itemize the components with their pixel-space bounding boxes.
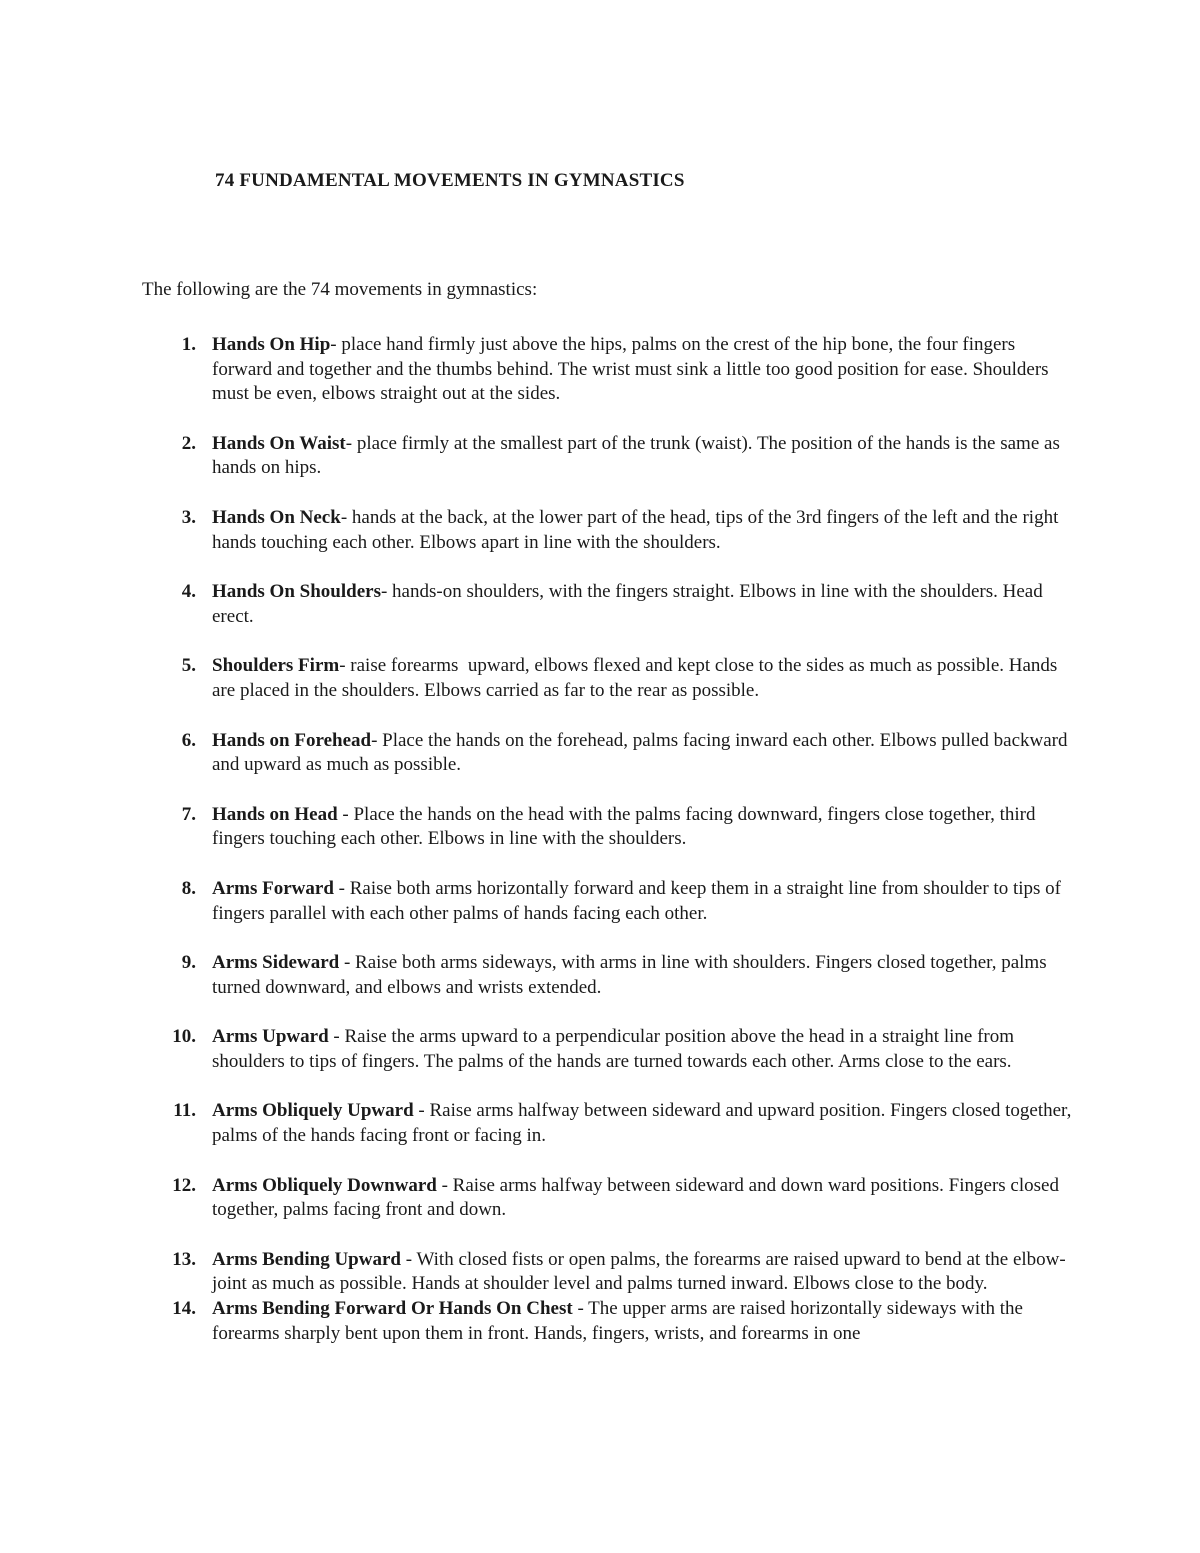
item-number: 6. bbox=[181, 729, 196, 751]
item-number: 11. bbox=[173, 1100, 196, 1122]
item-number: 5. bbox=[181, 655, 196, 677]
item-term: Arms Bending Upward bbox=[212, 1248, 401, 1270]
item-term: Arms Obliquely Downward bbox=[212, 1174, 437, 1196]
list-item bbox=[0, 951, 1072, 1000]
item-description: - Place the hands on the forehead, palms facing inward each other. Elbows pulled backward and upward as much as possible. bbox=[212, 729, 1068, 776]
item-description: - place hand firmly just above the hips, palms on the crest of the hip bone, the four fingers forward and together and the thumbs behind. The wrist must sink a little too good position for ease. Shoulders must be even, elbows straight out at the sides. bbox=[212, 334, 1049, 405]
item-term: Hands On Waist bbox=[212, 432, 346, 454]
item-description: - place firmly at the smallest part of the trunk (waist). The position of the hands is the same as hands on hips. bbox=[212, 432, 1060, 479]
item-term: Arms Upward bbox=[212, 1026, 329, 1048]
page-title: 74 FUNDAMENTAL MOVEMENTS IN GYMNASTICS bbox=[215, 170, 685, 191]
item-description: - Raise both arms horizontally forward and keep them in a straight line from shoulder to tips of fingers parallel with each other palms of hands facing each other. bbox=[212, 877, 1061, 924]
list-item bbox=[0, 432, 1072, 481]
item-term: Arms Forward bbox=[212, 877, 334, 899]
item-term: Hands On Neck bbox=[212, 506, 341, 528]
item-description: - Place the hands on the head with the palms facing downward, fingers close together, third fingers touching each other. Elbows in line with the shoulders. bbox=[212, 803, 1036, 850]
item-description: - Raise arms halfway between sideward and down ward positions. Fingers closed together, palms facing front and down. bbox=[212, 1174, 1059, 1221]
item-number: 13. bbox=[172, 1248, 196, 1270]
item-number: 10. bbox=[172, 1026, 196, 1048]
list-item bbox=[0, 729, 1072, 778]
list-item bbox=[0, 1174, 1072, 1223]
item-number: 14. bbox=[172, 1298, 196, 1320]
list-item bbox=[0, 1099, 1072, 1148]
item-number: 9. bbox=[181, 952, 196, 974]
item-description: - With closed fists or open palms, the forearms are raised upward to bend at the elbow-joint as much as possible. Hands at shoulder level and palms turned inward. Elbows close to the body. bbox=[212, 1248, 1066, 1295]
item-description: - Raise the arms upward to a perpendicular position above the head in a straight line from shoulders to tips of fingers. The palms of the hands are turned towards each other. Arms close to the ears. bbox=[212, 1026, 1015, 1072]
item-number: 2. bbox=[181, 432, 196, 454]
list-item bbox=[0, 654, 1072, 703]
item-term: Hands On Shoulders bbox=[212, 581, 381, 603]
item-term: Shoulders Firm bbox=[212, 655, 340, 677]
item-number: 1. bbox=[181, 334, 196, 355]
item-description: - Raise arms halfway between sideward and upward position. Fingers closed together, palms of the hands facing front or facing in. bbox=[212, 1100, 1072, 1147]
item-description: - hands at the back, at the lower part of the head, tips of the 3rd fingers of the left and the right hands touching each other. Elbows apart in line with the shoulders. bbox=[212, 506, 1059, 553]
list-item bbox=[0, 506, 1072, 555]
item-number: 3. bbox=[181, 506, 196, 528]
list-item bbox=[0, 1297, 1072, 1346]
item-description: - Raise both arms sideways, with arms in line with shoulders. Fingers closed together, palms turned downward, and elbows and wrists extended. bbox=[212, 952, 1047, 998]
item-term: Hands On Hip bbox=[212, 334, 331, 355]
item-description: - The upper arms are raised horizontally sideways with the forearms sharply bent upon them in front. Hands, fingers, wrists, and forearms in one bbox=[212, 1298, 1023, 1344]
item-number: 4. bbox=[181, 581, 196, 603]
item-number: 8. bbox=[181, 877, 196, 899]
item-description: - hands-on shoulders, with the fingers straight. Elbows in line with the shoulders. Head erect. bbox=[212, 581, 1043, 627]
item-term: Arms Sideward bbox=[212, 952, 340, 974]
item-term: Hands on Head bbox=[212, 803, 338, 825]
list-item bbox=[0, 333, 1072, 407]
list-item bbox=[0, 803, 1072, 852]
list-item bbox=[0, 1025, 1072, 1074]
intro-text: The following are the 74 movements in gymnastics: bbox=[142, 279, 538, 300]
list-item bbox=[0, 580, 1072, 629]
item-term: Arms Bending Forward Or Hands On Chest bbox=[212, 1298, 573, 1320]
item-term: Hands on Forehead bbox=[212, 729, 372, 751]
list-item bbox=[0, 1248, 1072, 1297]
item-description: - raise forearms upward, elbows flexed and kept close to the sides as much as possible. Hands are placed in the shoulders. Elbows carried as far to the rear as possible. bbox=[212, 655, 1063, 701]
item-term: Arms Obliquely Upward bbox=[212, 1100, 414, 1122]
movements-list bbox=[0, 333, 1200, 1346]
item-number: 12. bbox=[172, 1174, 196, 1196]
item-number: 7. bbox=[181, 803, 196, 825]
list-item bbox=[0, 877, 1072, 926]
